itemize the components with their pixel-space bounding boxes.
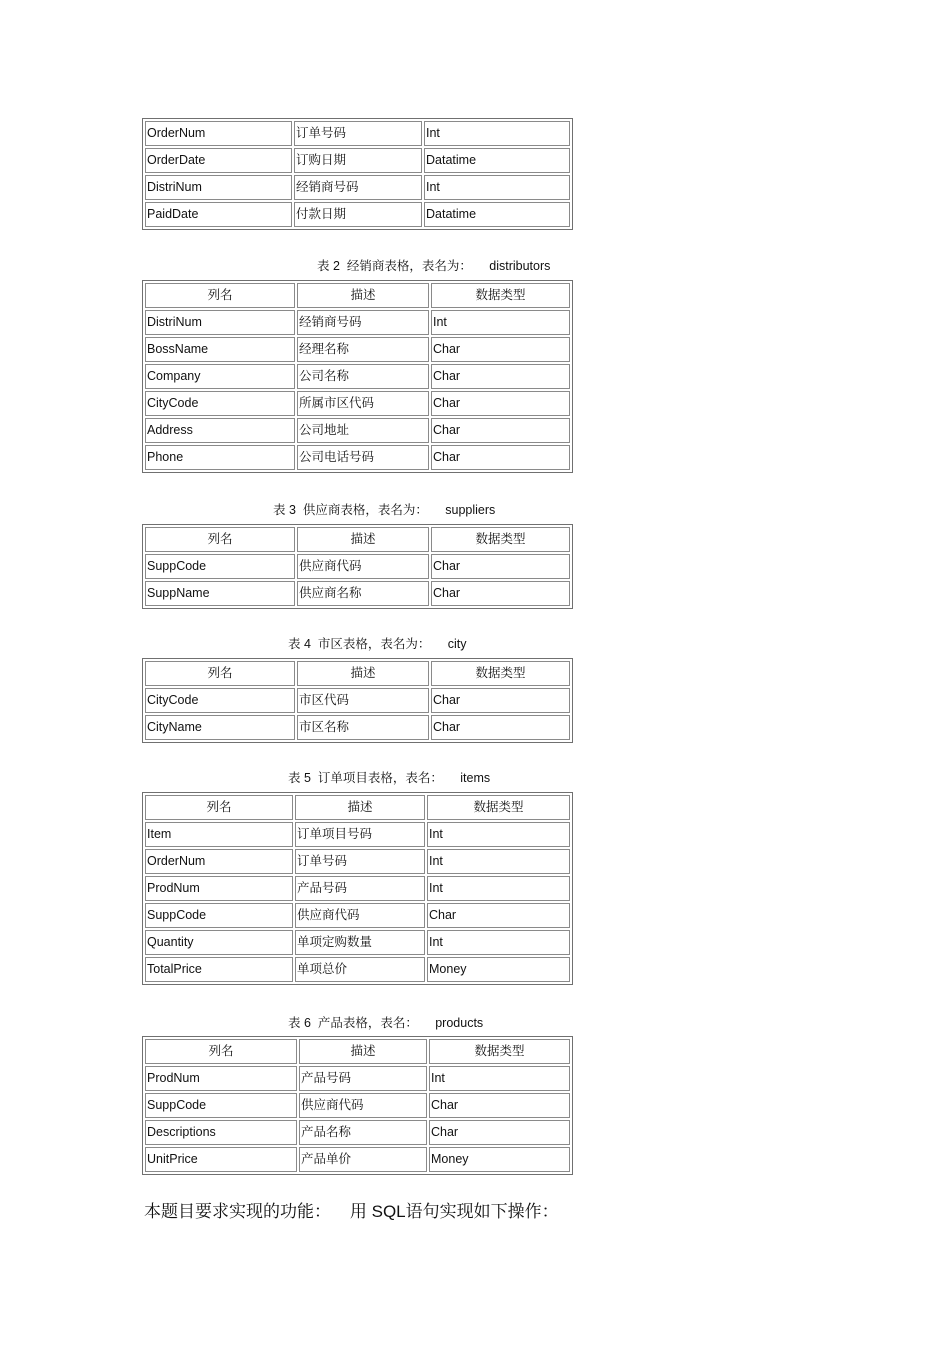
description-cell: 公司地址 (297, 418, 429, 443)
description-cell: 市区名称 (297, 715, 429, 740)
column-header: 描述 (297, 283, 429, 308)
column-name-cell: CityName (145, 715, 295, 740)
column-name-cell: OrderDate (145, 148, 292, 173)
data-type-cell: Char (431, 391, 570, 416)
description-cell: 市区代码 (297, 688, 429, 713)
column-name-cell: OrderNum (145, 849, 293, 874)
table-row (145, 1147, 570, 1172)
column-name-cell: Item (145, 822, 293, 847)
description-cell: 订单项目号码 (295, 822, 425, 847)
table-row (145, 1093, 570, 1118)
column-name-cell: CityCode (145, 391, 295, 416)
table-row (145, 715, 570, 740)
description-cell: 供应商代码 (299, 1093, 427, 1118)
column-name-cell: BossName (145, 337, 295, 362)
data-type-cell: Char (431, 364, 570, 389)
table-row (145, 581, 570, 606)
column-header: 数据类型 (431, 527, 570, 552)
table-row (145, 876, 570, 901)
column-name-cell: TotalPrice (145, 957, 293, 982)
column-header: 列名 (145, 1039, 297, 1064)
column-header: 描述 (297, 527, 429, 552)
table-row (145, 175, 570, 200)
products-table (142, 1036, 573, 1175)
column-header: 数据类型 (429, 1039, 570, 1064)
description-cell: 供应商名称 (297, 581, 429, 606)
description-cell: 产品名称 (299, 1120, 427, 1145)
data-type-cell: Char (431, 445, 570, 470)
items-table-caption: 表 5 订单项目表格，表名： items (288, 771, 491, 785)
table-row (145, 930, 570, 955)
data-type-cell: Char (431, 554, 570, 579)
column-name-cell: Descriptions (145, 1120, 297, 1145)
description-cell: 单项定购数量 (295, 930, 425, 955)
column-header: 列名 (145, 661, 295, 686)
distributors-table (142, 280, 573, 473)
data-type-cell: Int (427, 930, 570, 955)
column-name-cell: DistriNum (145, 310, 295, 335)
description-cell: 公司电话号码 (297, 445, 429, 470)
table-row (145, 418, 570, 443)
description-cell: 所属市区代码 (297, 391, 429, 416)
description-cell: 经销商号码 (297, 310, 429, 335)
table-row (145, 822, 570, 847)
table-row (145, 554, 570, 579)
description-cell: 产品单价 (299, 1147, 427, 1172)
table-row (145, 1120, 570, 1145)
table-row (145, 148, 570, 173)
table-row (145, 903, 570, 928)
table-row (145, 364, 570, 389)
header-row (145, 661, 570, 686)
data-type-cell: Char (431, 418, 570, 443)
table-row (145, 688, 570, 713)
table-row (145, 202, 570, 227)
column-header: 描述 (297, 661, 429, 686)
column-name-cell: SuppCode (145, 1093, 297, 1118)
data-type-cell: Int (427, 876, 570, 901)
column-name-cell: SuppCode (145, 554, 295, 579)
description-cell: 产品号码 (299, 1066, 427, 1091)
data-type-cell: Datatime (424, 202, 570, 227)
items-table (142, 792, 573, 985)
distributors-table-caption: 表 2 经销商表格，表名为： distributors (317, 259, 551, 273)
column-name-cell: SuppName (145, 581, 295, 606)
column-name-cell: SuppCode (145, 903, 293, 928)
description-cell: 供应商代码 (295, 903, 425, 928)
header-row (145, 1039, 570, 1064)
column-header: 数据类型 (431, 661, 570, 686)
city-table (142, 658, 573, 743)
requirement-statement: 本题目要求实现的功能： 用 SQL语句实现如下操作： (144, 1202, 559, 1221)
column-header: 数据类型 (427, 795, 570, 820)
description-cell: 单项总价 (295, 957, 425, 982)
description-cell: 供应商代码 (297, 554, 429, 579)
column-header: 列名 (145, 795, 293, 820)
data-type-cell: Char (427, 903, 570, 928)
products-table-caption: 表 6 产品表格，表名： products (288, 1016, 484, 1030)
description-cell: 产品号码 (295, 876, 425, 901)
data-type-cell: Char (429, 1093, 570, 1118)
column-name-cell: OrderNum (145, 121, 292, 146)
data-type-cell: Datatime (424, 148, 570, 173)
table-row (145, 957, 570, 982)
column-name-cell: CityCode (145, 688, 295, 713)
column-header: 列名 (145, 527, 295, 552)
data-type-cell: Money (429, 1147, 570, 1172)
data-type-cell: Int (429, 1066, 570, 1091)
column-name-cell: Quantity (145, 930, 293, 955)
header-row (145, 795, 570, 820)
header-row (145, 527, 570, 552)
table-row (145, 121, 570, 146)
orders-table (142, 118, 573, 230)
description-cell: 经销商号码 (294, 175, 422, 200)
table-row (145, 445, 570, 470)
data-type-cell: Int (431, 310, 570, 335)
description-cell: 经理名称 (297, 337, 429, 362)
city-table-caption: 表 4 市区表格，表名为： city (288, 637, 467, 651)
description-cell: 公司名称 (297, 364, 429, 389)
column-header: 数据类型 (431, 283, 570, 308)
table-row (145, 337, 570, 362)
data-type-cell: Char (431, 581, 570, 606)
table-row (145, 310, 570, 335)
data-type-cell: Int (424, 175, 570, 200)
column-name-cell: PaidDate (145, 202, 292, 227)
column-header: 描述 (299, 1039, 427, 1064)
description-cell: 订单号码 (294, 121, 422, 146)
description-cell: 订购日期 (294, 148, 422, 173)
suppliers-table (142, 524, 573, 609)
description-cell: 付款日期 (294, 202, 422, 227)
table-row (145, 391, 570, 416)
data-type-cell: Char (429, 1120, 570, 1145)
data-type-cell: Char (431, 715, 570, 740)
data-type-cell: Int (424, 121, 570, 146)
column-name-cell: Address (145, 418, 295, 443)
suppliers-table-caption: 表 3 供应商表格，表名为： suppliers (273, 503, 496, 517)
column-header: 描述 (295, 795, 425, 820)
data-type-cell: Char (431, 688, 570, 713)
table-row (145, 1066, 570, 1091)
column-name-cell: ProdNum (145, 876, 293, 901)
column-name-cell: Company (145, 364, 295, 389)
data-type-cell: Char (431, 337, 570, 362)
column-name-cell: Phone (145, 445, 295, 470)
column-name-cell: DistriNum (145, 175, 292, 200)
column-name-cell: ProdNum (145, 1066, 297, 1091)
table-row (145, 849, 570, 874)
column-name-cell: UnitPrice (145, 1147, 297, 1172)
column-header: 列名 (145, 283, 295, 308)
header-row (145, 283, 570, 308)
data-type-cell: Int (427, 822, 570, 847)
data-type-cell: Int (427, 849, 570, 874)
description-cell: 订单号码 (295, 849, 425, 874)
data-type-cell: Money (427, 957, 570, 982)
